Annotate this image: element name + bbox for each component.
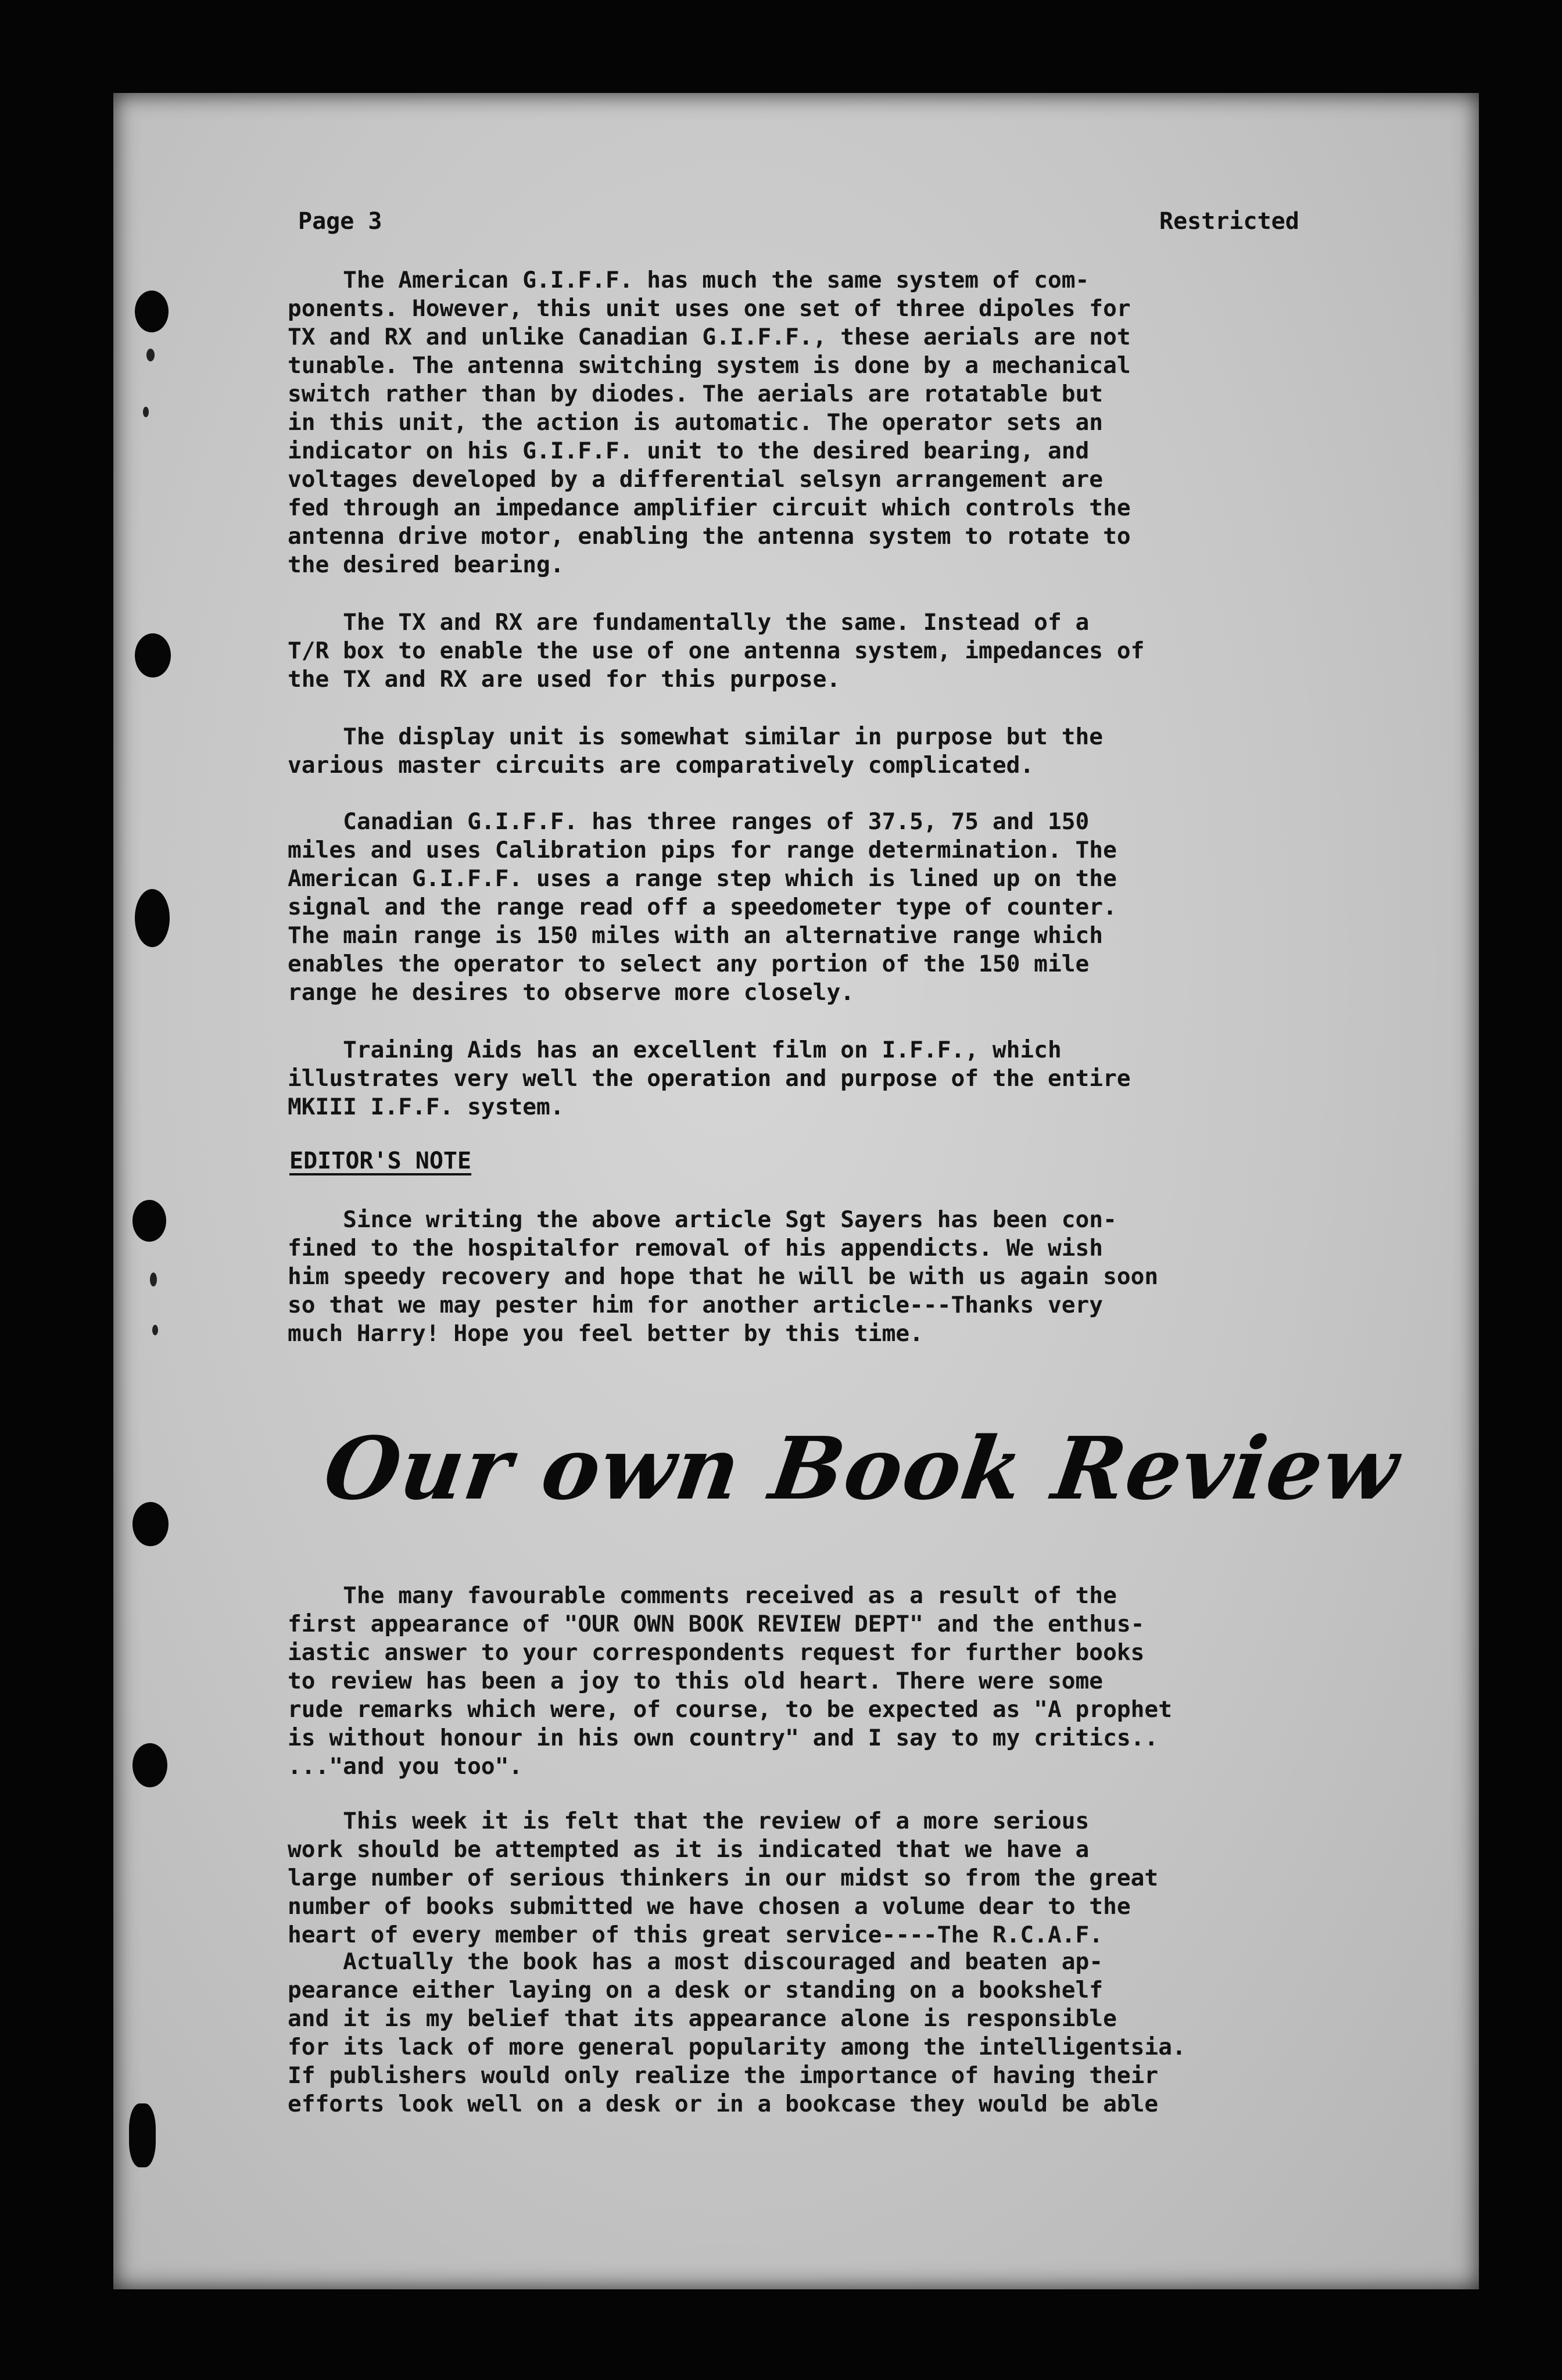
punch-hole [135,291,169,332]
review-paragraph-appearance: Actually the book has a most discouraged and beaten ap- pearance either laying on a desk or standing on a bookshelf and it is my belief that its appearance alone is responsible for its lack of more general popularity among the intelligentsia. If publishers would only realize the importance of having their efforts look well on a desk or in a bookcase they would be able [288,1948,1186,2117]
punch-hole [135,889,170,947]
paragraph-ranges: Canadian G.I.F.F. has three ranges of 37.5, 75 and 150 miles and uses Calibration pips for range determination. The American G.I.F.F. uses a range step which is lined up on the signal and the range read off a speedometer type of counter. The main range is 150 miles with an alternative range which enables the operator to select any portion of the 150 mile range he desires to observe more closely. [288,808,1117,1006]
scan-speck [150,1273,157,1286]
scan-speck [152,1325,158,1335]
page-number: Page 3 [298,208,382,235]
punch-hole [132,1200,166,1242]
classification-label: Restricted [1159,208,1299,235]
paragraph-tx-rx: The TX and RX are fundamentally the same. Instead of a T/R box to enable the use of one antenna system, impedances of the TX and RX are used for this purpose. [288,609,1145,693]
paragraph-display-unit: The display unit is somewhat similar in purpose but the various master circuits are comparatively complicated. [288,723,1104,779]
punch-hole [132,1502,169,1546]
review-paragraph-comments: The many favourable comments received as a result of the first appearance of "OUR OWN BOOK REVIEW DEPT" and the enthus- iastic answer to your correspondents request for further books to review has been a joy to this old heart. There were some rude remarks which were, of course, to be expected as "A prophet is without honour in his own country" and I say to my critics.. ..."and you too". [288,1582,1172,1780]
paragraph-giff-system: The American G.I.F.F. has much the same system of com- ponents. However, this unit uses one set of three dipoles for TX and RX and unlike Canadian G.I.F.F., these aerials are not tunable. The antenna switching system is done by a mechanical switch rather than by diodes. The aerials are rotatable but in this unit, the action is automatic. The operator sets an indicator on his G.I.F.F. unit to the desired bearing, and voltages developed by a differential selsyn arrangement are fed through an impedance amplifier circuit which controls the antenna drive motor, enabling the antenna system to rotate to the desired bearing. [288,267,1131,578]
punch-hole [135,633,171,678]
review-paragraph-serious-work: This week it is felt that the review of a more serious work should be attempted as it is indicated that we have a large number of serious thinkers in our midst so from the great number of books submitted we have chosen a volume dear to the heart of every member of this great service----The R.C.A.F. [288,1808,1159,1948]
editors-note-heading: EDITOR'S NOTE [289,1148,472,1174]
scan-speck [146,349,155,361]
editors-note-text: Since writing the above article Sgt Sayers has been con- fined to the hospitalfor removal of his appendicts. We wish him speedy recovery and hope that he will be with us again soon so that we may pester him for another article---Thanks very much Harry! Hope you feel better by this time. [288,1206,1159,1347]
punch-hole [129,2103,156,2167]
punch-hole [132,1743,167,1787]
paragraph-training-aids: Training Aids has an excellent film on I.F.F., which illustrates very well the operation and purpose of the entire MKIII I.F.F. system. [288,1037,1131,1120]
scan-speck [143,407,149,417]
book-review-title: Our own Book Review [318,1418,1406,1519]
